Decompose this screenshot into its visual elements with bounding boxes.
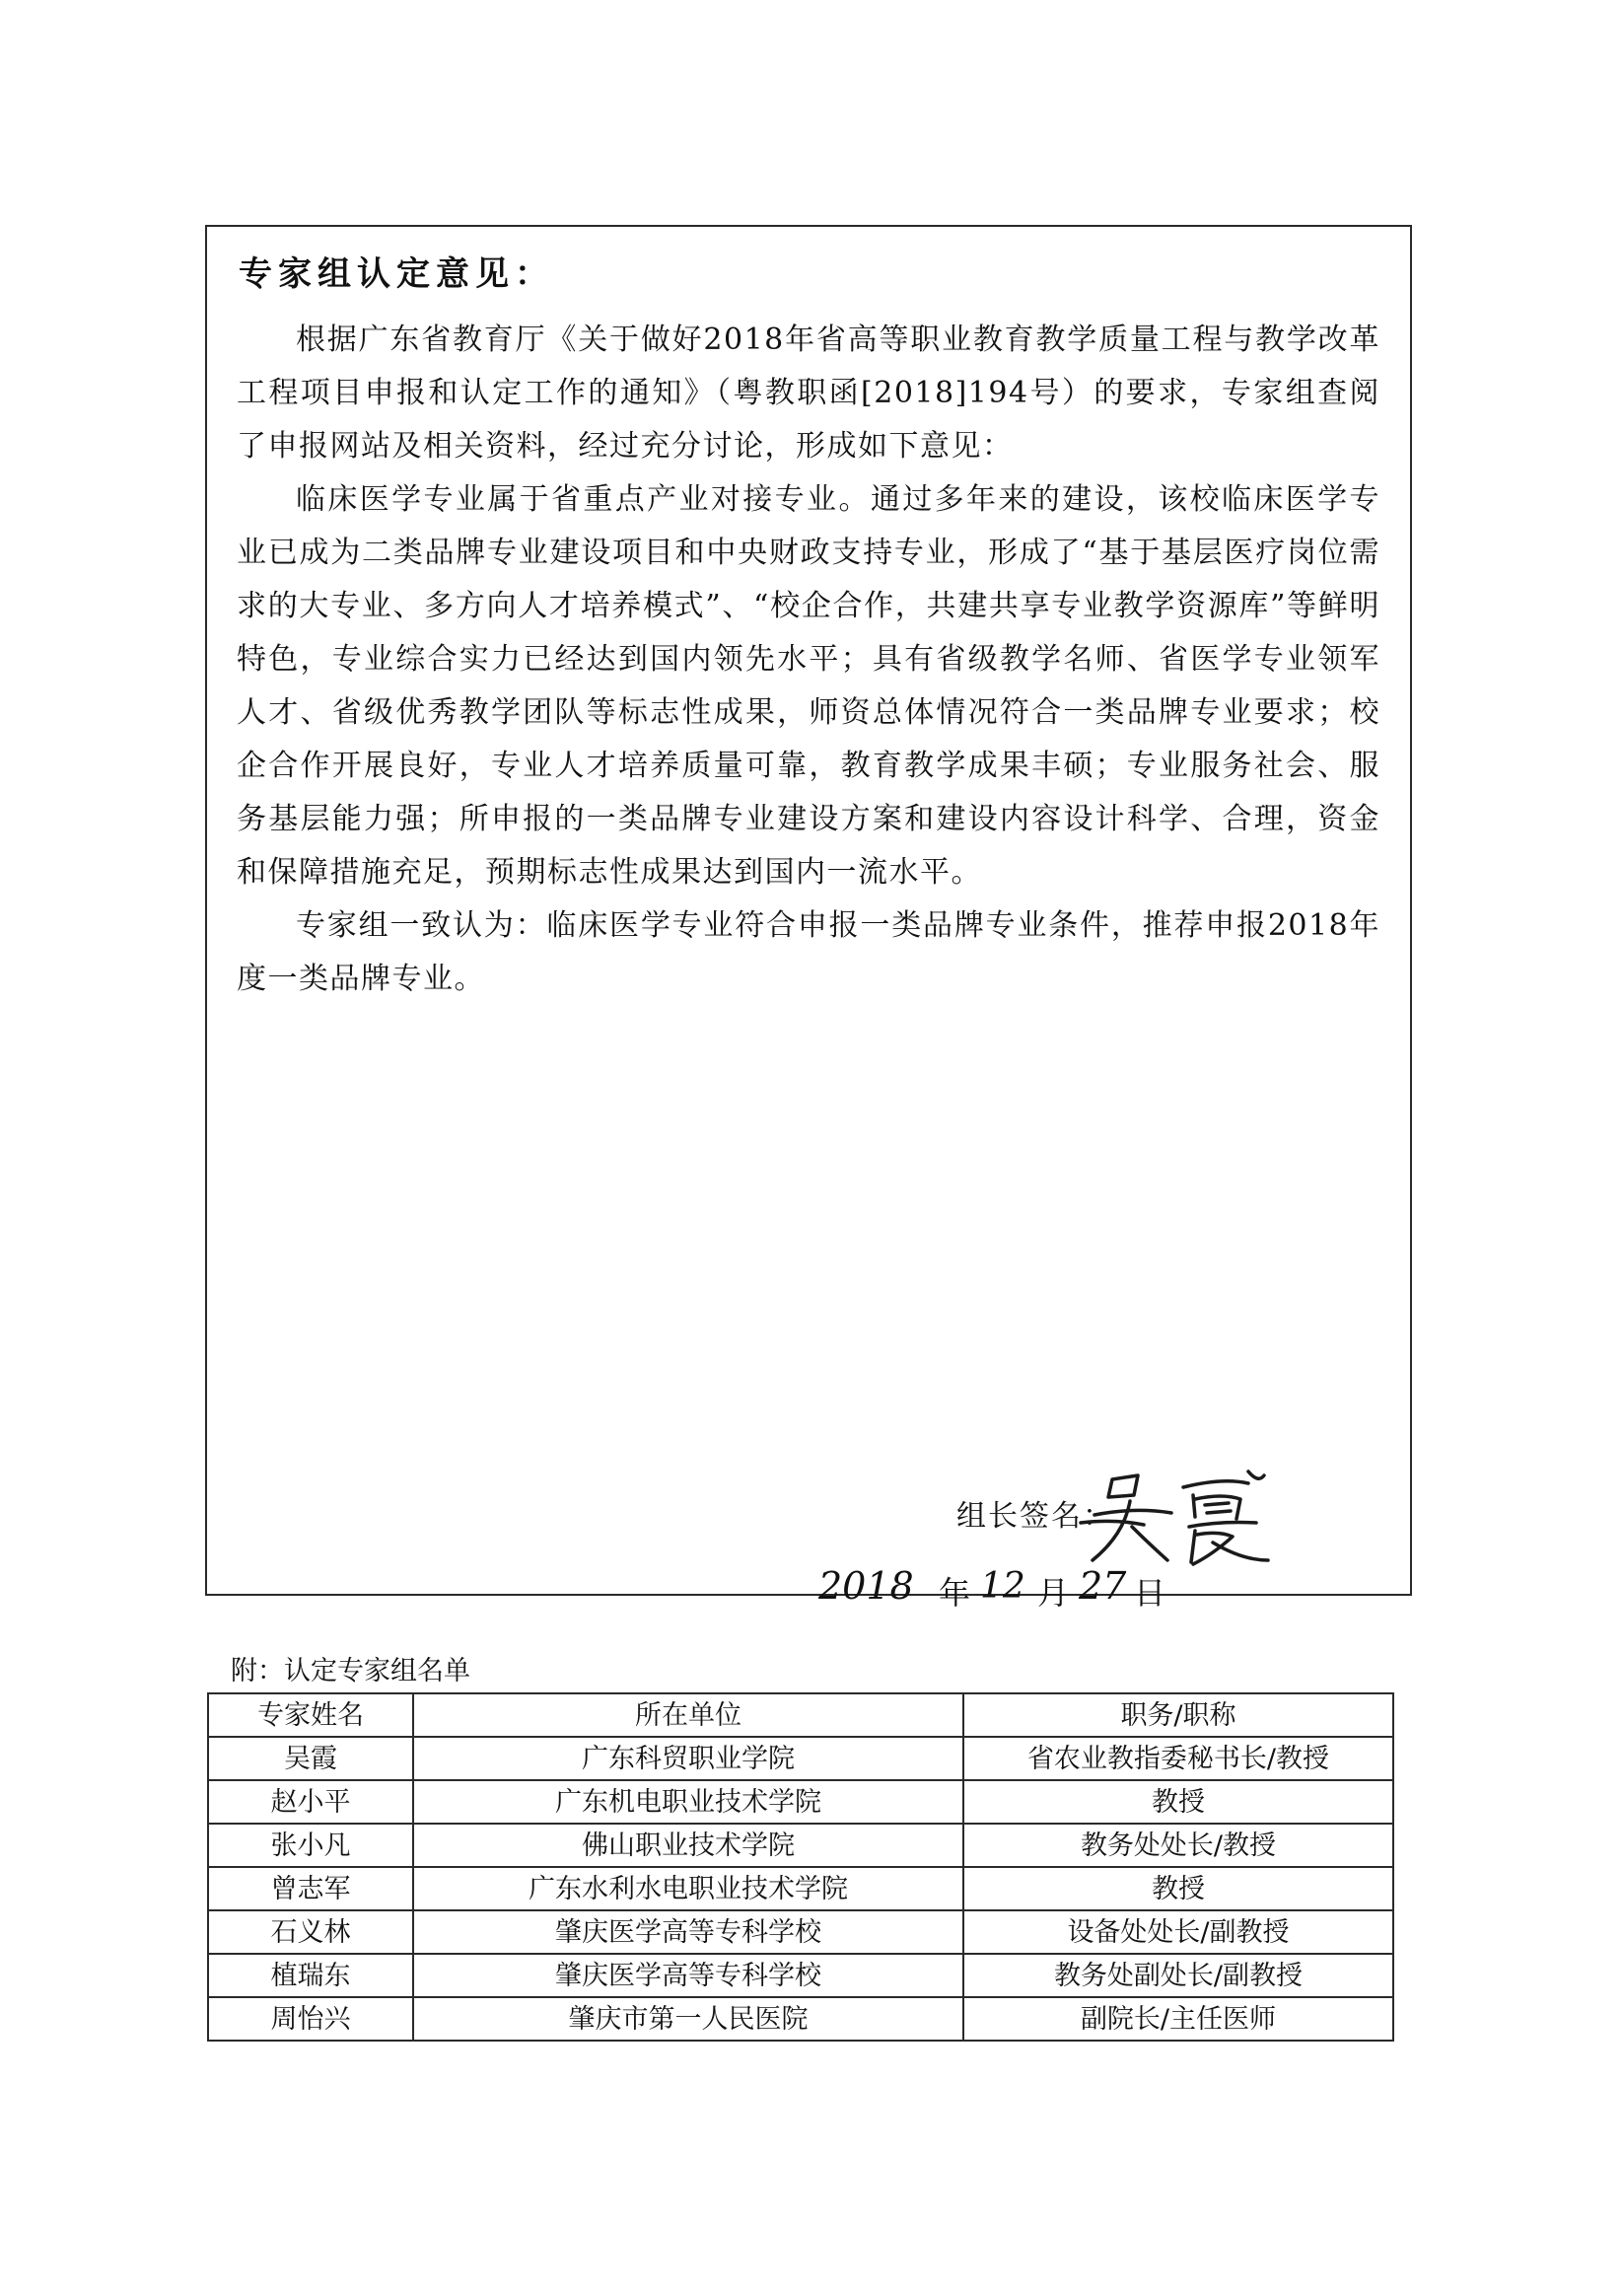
table-row [208, 1737, 1393, 1780]
cell-name: 周怡兴 [208, 1997, 413, 2041]
cell-name: 曾志军 [208, 1867, 413, 1910]
cell-name: 张小凡 [208, 1824, 413, 1867]
date-month: 12 [980, 1566, 1025, 1607]
cell-title: 教授 [963, 1780, 1393, 1824]
cell-name: 吴霞 [208, 1737, 413, 1780]
column-header-name: 专家姓名 [208, 1693, 413, 1737]
expert-roster-table [207, 1692, 1394, 2042]
opinion-heading: 专家组认定意见： [239, 254, 554, 294]
leader-signature-label: 组长签名： [956, 1499, 1114, 1534]
date-day-unit: 日 [1134, 1574, 1166, 1612]
table-row [208, 1954, 1393, 1997]
cell-title: 教务处处长/教授 [963, 1824, 1393, 1867]
table-header-row [208, 1693, 1393, 1737]
cell-title: 教务处副处长/副教授 [963, 1954, 1393, 1997]
date-month-unit: 月 [1037, 1574, 1070, 1612]
opinion-body [237, 314, 1380, 1006]
cell-title: 省农业教指委秘书长/教授 [963, 1737, 1393, 1780]
table-row [208, 1780, 1393, 1824]
table-row [208, 1910, 1393, 1954]
column-header-unit: 所在单位 [413, 1693, 963, 1737]
opinion-paragraph-evaluation: 临床医学专业属于省重点产业对接专业。通过多年来的建设，该校临床医学专业已成为二类品牌专业建设项目和中央财政支持专业，形成了“基于基层医疗岗位需求的大专业、多方向人才培养模式”、“校企合作，共建共享专业教学资源库”等鲜明特色，专业综合实力已经达到国内领先水平；具有省级教学名师、省医学专业领军人才、省级优秀教学团队等标志性成果，师资总体情况符合一类品牌专业要求；校企合作开展良好，专业人才培养质量可靠，教育教学成果丰硕；专业服务社会、服务基层能力强；所申报的一类品牌专业建设方案和建设内容设计科学、合理，资金和保障措施充足，预期标志性成果达到国内一流水平。 [237, 482, 1380, 890]
column-header-title: 职务/职称 [963, 1693, 1393, 1737]
table-row [208, 1997, 1393, 2041]
cell-unit: 肇庆市第一人民医院 [413, 1997, 963, 2041]
table-row [208, 1824, 1393, 1867]
opinion-paragraph-conclusion: 专家组一致认为：临床医学专业符合申报一类品牌专业条件，推荐申报2018年度一类品牌专业。 [237, 908, 1380, 996]
table-row [208, 1867, 1393, 1910]
cell-unit: 广东水利水电职业技术学院 [413, 1867, 963, 1910]
date-day: 27 [1079, 1564, 1127, 1608]
cell-name: 植瑞东 [208, 1954, 413, 1997]
cell-unit: 佛山职业技术学院 [413, 1824, 963, 1867]
signature-date [818, 1558, 1371, 1631]
cell-unit: 肇庆医学高等专科学校 [413, 1910, 963, 1954]
cell-unit: 广东机电职业技术学院 [413, 1780, 963, 1824]
cell-title: 副院长/主任医师 [963, 1997, 1393, 2041]
cell-name: 石义林 [208, 1910, 413, 1954]
cell-name: 赵小平 [208, 1780, 413, 1824]
opinion-paragraph-basis: 根据广东省教育厅《关于做好2018年省高等职业教育教学质量工程与教学改革工程项目申报和认定工作的通知》（粤教职函[2018]194号）的要求，专家组查阅了申报网站及相关资料，经过充分讨论，形成如下意见： [237, 323, 1380, 464]
expert-opinion-box [205, 225, 1412, 1612]
cell-unit: 肇庆医学高等专科学校 [413, 1954, 963, 1997]
date-year-unit: 年 [939, 1574, 971, 1612]
cell-unit: 广东科贸职业学院 [413, 1737, 963, 1780]
cell-title: 设备处处长/副教授 [963, 1910, 1393, 1954]
cell-title: 教授 [963, 1867, 1393, 1910]
appendix-title: 附：认定专家组名单 [231, 1656, 470, 1686]
date-year: 2018 [818, 1564, 914, 1608]
